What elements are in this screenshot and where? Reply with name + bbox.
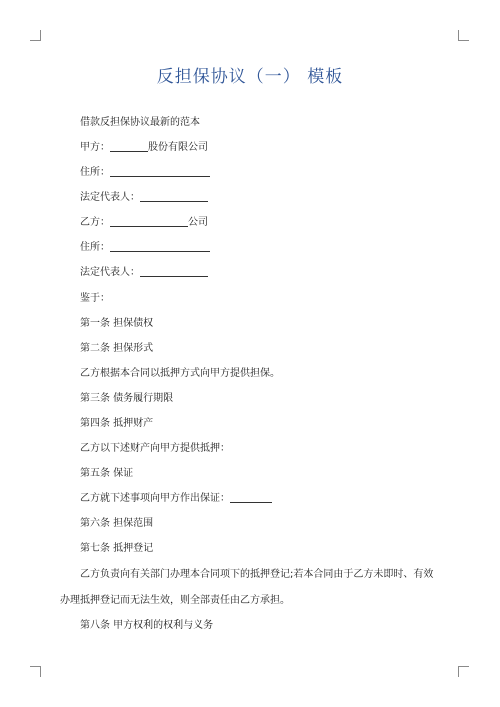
legal-rep-2-line [80,266,208,279]
address-1-line [80,166,210,179]
article-3-heading: 第三条 债务履行期限 [80,393,174,404]
article-6-heading: 第六条 担保范围 [80,518,154,529]
legal-rep-2-label: 法定代表人： [80,267,140,278]
article-7-text-1: 乙方负责向有关部门办理本合同项下的抵押登记;若本合同由于乙方未即时、有效 [80,569,434,580]
party-b-line [80,216,208,229]
legal-rep-1-label: 法定代表人： [80,192,140,203]
party-b-name-blank[interactable] [110,216,188,227]
crop-mark-top-left [30,30,41,41]
legal-rep-1-line [80,191,208,204]
party-b-label: 乙方： [80,217,110,228]
party-a-line [80,141,208,154]
article-4-heading: 第四条 抵押财产 [80,418,154,429]
guarantee-blank[interactable] [230,492,272,503]
article-5-text-line [80,492,272,505]
whereas-line: 鉴于： [80,293,110,304]
article-8-heading: 第八条 甲方权利的权利与义务 [80,620,214,631]
article-1-heading: 第一条 担保债权 [80,318,154,329]
address-2-blank[interactable] [110,241,210,252]
subtitle-line: 借款反担保协议最新的范本 [80,117,200,128]
party-a-label: 甲方： [80,142,110,153]
legal-rep-2-blank[interactable] [140,266,208,277]
article-2-heading: 第二条 担保形式 [80,343,154,354]
address-2-line [80,241,210,254]
legal-rep-1-blank[interactable] [140,191,208,202]
address-2-label: 住所： [80,242,110,253]
article-7-heading: 第七条 抵押登记 [80,543,154,554]
article-2-text: 乙方根据本合同以抵押方式向甲方提供担保。 [80,368,280,379]
crop-mark-bottom-left [30,666,41,677]
address-1-label: 住所： [80,167,110,178]
article-5-heading: 第五条 保证 [80,468,134,479]
party-b-suffix: 公司 [188,217,208,228]
article-7-text-2: 办理抵押登记而无法生效，则全部责任由乙方承担。 [60,595,290,606]
crop-mark-bottom-right [458,666,469,677]
crop-mark-top-right [458,30,469,41]
article-4-text: 乙方以下述财产向甲方提供抵押： [80,443,230,454]
party-a-name-blank[interactable] [110,141,148,152]
article-5-text: 乙方就下述事项向甲方作出保证： [80,493,230,504]
address-1-blank[interactable] [110,166,210,177]
document-title: 反担保协议（一） 模板 [156,67,344,87]
party-a-suffix: 股份有限公司 [148,142,208,153]
